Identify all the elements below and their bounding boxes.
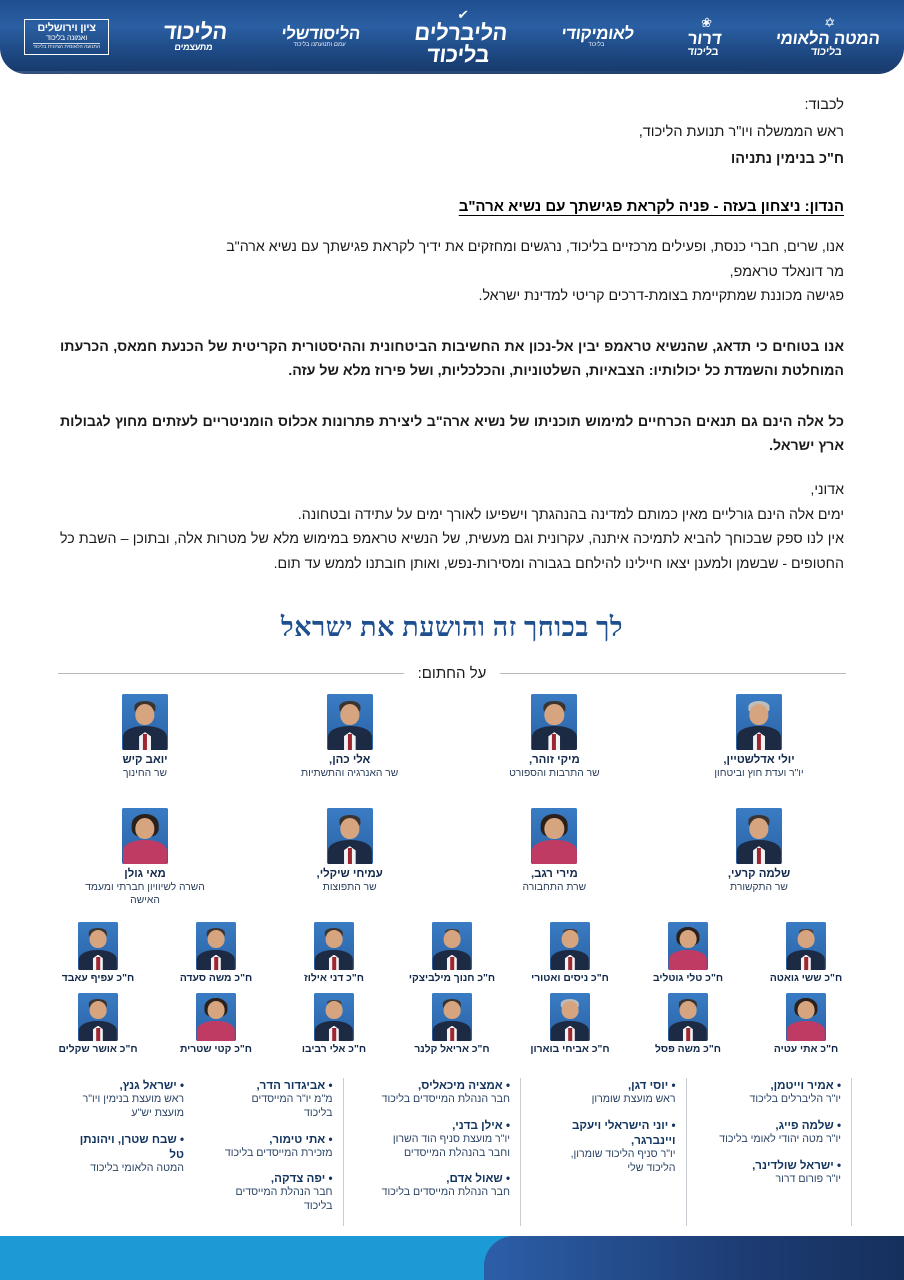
- divider-line-right: [58, 673, 404, 674]
- portrait-tie: [96, 957, 100, 970]
- activist-name: • שלמה פייג,: [714, 1118, 841, 1133]
- knesset-members-row-1: [42, 922, 862, 986]
- activist-entry: [714, 1078, 841, 1107]
- portrait-tie: [143, 734, 147, 750]
- signatory-card: [42, 993, 154, 1057]
- portrait-head: [680, 1001, 697, 1019]
- portrait-photo: [550, 922, 590, 970]
- logo-line-1: המטה הלאומי: [774, 28, 882, 48]
- portrait-photo: [550, 993, 590, 1041]
- logo-line-2: מתעצמים: [174, 42, 214, 53]
- activist-role: מ"מ יו"ר המייסדים בליכוד: [251, 1093, 333, 1119]
- portrait-tie: [552, 734, 556, 750]
- activist-entry: [371, 1171, 510, 1200]
- signatory-card: [160, 922, 272, 986]
- portrait-photo: [736, 808, 782, 864]
- portrait-head: [326, 1001, 343, 1019]
- paragraph-4: [60, 478, 844, 527]
- signatory-role: יו"ר ועדת חוץ וביטחון: [714, 768, 804, 780]
- signatory-card: [632, 993, 744, 1057]
- activist-role: חבר הנהלת המייסדים בליכוד: [235, 1186, 333, 1213]
- signatory-name: יואב קיש: [122, 754, 168, 766]
- portrait-photo: [78, 993, 118, 1041]
- activist-entry: [714, 1158, 841, 1187]
- activist-name: • אילן בדני,: [371, 1118, 510, 1133]
- portrait-tie: [450, 1028, 454, 1041]
- logo-line-2: ואמונה בליכוד: [46, 32, 88, 42]
- activist-name: • יוני הישראלי ויעקב ויינברגר,: [549, 1118, 676, 1148]
- portrait-photo: [122, 694, 168, 750]
- letter-body: [60, 92, 844, 576]
- logo-line-2: בליכוד: [687, 46, 720, 59]
- activist-name: • אמיר וייטמן,: [714, 1078, 841, 1093]
- portrait-photo: [786, 993, 826, 1041]
- portrait-head: [798, 930, 815, 948]
- activist-entry: [549, 1078, 676, 1107]
- paragraph-3: כל אלה הינם גם תנאים הכרחיים למימוש תוכניתו של נשיא ארה"ב ליצירת פתרונות אכלוס הומניטריים לעזתים מחוץ לגבולות ארץ ישראל.: [60, 413, 844, 454]
- knesset-members-row-2: [42, 993, 862, 1057]
- activist-entry: [222, 1132, 333, 1161]
- activists-column: [539, 1078, 687, 1226]
- signatory-name: שלמה קרעי,: [727, 868, 791, 880]
- portrait-tie: [757, 734, 761, 750]
- activist-role: המטה הלאומי בליכוד: [90, 1161, 184, 1174]
- portrait-tie: [332, 1028, 336, 1041]
- signatory-name: אלי כהן,: [329, 754, 371, 766]
- activist-name: • ישראל שולדינר,: [714, 1158, 841, 1173]
- portrait-photo: [786, 922, 826, 970]
- signatory-card: [750, 922, 862, 986]
- portrait-head: [545, 704, 564, 725]
- signatory-card: [70, 808, 220, 908]
- paragraph-1-line-2: מר דונאלד טראמפ,: [729, 263, 844, 280]
- logo-line-2: בליכוד: [425, 42, 492, 67]
- signatory-card: [396, 922, 508, 986]
- signatory-card: [70, 694, 220, 781]
- paragraph-1: [60, 235, 844, 308]
- signatory-name: ח"כ אביחי בוארון: [530, 1044, 610, 1055]
- activists-column: [52, 1078, 194, 1226]
- portrait-photo: [432, 922, 472, 970]
- star-of-david-icon: ✡: [823, 14, 837, 30]
- logo-line-1: הליכוד: [162, 19, 230, 45]
- activist-role: ראש מועצת שומרון: [591, 1093, 676, 1106]
- signatory-card: [479, 808, 629, 908]
- portrait-head: [326, 930, 343, 948]
- signatory-name: ח"כ אלי רביבו: [301, 1044, 367, 1055]
- portrait-photo: [78, 922, 118, 970]
- signatory-card: [750, 993, 862, 1057]
- portrait-photo: [196, 993, 236, 1041]
- paragraph-1-line-1: אנו, שרים, חברי כנסת, ופעילים מרכזיים בליכוד, נרגשים ומחזקים את ידיך לקראת פגישתך עם נשיא ארה"ב: [226, 239, 844, 256]
- portrait-body: [532, 840, 576, 864]
- portrait-tie: [804, 957, 808, 970]
- slogan-headline: לך בכוחך זה והושעת את ישראל: [281, 612, 623, 642]
- signatory-name: ח"כ עפיף עאבד: [61, 973, 135, 984]
- addressee-name: ח"כ בנימין נתניהו: [730, 150, 844, 167]
- activists-column: [704, 1078, 852, 1226]
- paragraph-4-line-1: אדוני,: [810, 482, 844, 499]
- portrait-photo: [668, 993, 708, 1041]
- portrait-tie: [348, 734, 352, 750]
- portrait-tie: [332, 957, 336, 970]
- signatory-name: ח"כ ששי גואטה: [769, 973, 843, 984]
- signatory-card: [275, 694, 425, 781]
- addressee-label: לכבוד:: [804, 97, 844, 113]
- portrait-head: [135, 818, 154, 839]
- portrait-head: [562, 1001, 579, 1019]
- logo-liberals-in-likud: [411, 8, 511, 67]
- activist-role: חבר הנהלת המייסדים בליכוד: [381, 1186, 510, 1199]
- portrait-tie: [214, 957, 218, 970]
- portrait-tie: [686, 1028, 690, 1041]
- activist-name: • אתי טימור,: [222, 1132, 333, 1147]
- activist-name: • יוסי דגן,: [549, 1078, 676, 1093]
- portrait-head: [545, 818, 564, 839]
- footer-bar: [0, 1236, 904, 1280]
- logo-zion-jerusalem: [24, 19, 109, 56]
- logo-line-2: בליכוד: [588, 42, 606, 49]
- activist-entry: [62, 1078, 184, 1121]
- activist-role: יו"ר פורום דרור: [775, 1172, 841, 1185]
- portrait-photo: [327, 808, 373, 864]
- logo-line-1: לאומיקודי: [560, 24, 636, 44]
- logo-line-1: הליברלים: [413, 19, 510, 45]
- checkmark-icon: ✔: [457, 6, 470, 22]
- signatory-card: [278, 922, 390, 986]
- signatory-card: [479, 694, 629, 781]
- activist-name: • אביגדור הדר,: [222, 1078, 333, 1093]
- portrait-photo: [668, 922, 708, 970]
- portrait-head: [749, 818, 768, 839]
- portrait-head: [135, 704, 154, 725]
- footer-navy-band: [484, 1236, 904, 1280]
- portrait-photo: [196, 922, 236, 970]
- signatory-card: [684, 808, 834, 908]
- activist-name: • אמציה מיכאליס,: [371, 1078, 510, 1093]
- activist-entry: [371, 1078, 510, 1107]
- portrait-photo: [327, 694, 373, 750]
- portrait-head: [90, 930, 107, 948]
- signatory-name: ח"כ דני אילוז: [304, 973, 364, 984]
- signatory-role: השרה לשיוויון חברתי ומעמד האישה: [85, 882, 205, 907]
- portrait-head: [340, 704, 359, 725]
- activist-entry: [62, 1132, 184, 1176]
- logo-national-headquarters: [774, 16, 883, 59]
- portrait-tie: [348, 848, 352, 864]
- signatory-card: [514, 922, 626, 986]
- activist-role: יו"ר מועצת סניף הוד השרון וחבר בהנהלת המייסדים: [392, 1132, 510, 1159]
- portrait-head: [208, 1001, 225, 1019]
- portrait-tie: [96, 1028, 100, 1041]
- signatory-name: ח"כ טלי גוטליב: [652, 973, 724, 984]
- portrait-head: [340, 818, 359, 839]
- letter-subject: הנדון: ניצחון בעזה - פניה לקראת פגישתך עם נשיא ארה"ב: [458, 198, 844, 216]
- logo-likud-mitatzmim: [161, 21, 228, 53]
- activist-name: • שבח שטרן, ויהונתן טל: [62, 1132, 184, 1162]
- portrait-head: [562, 930, 579, 948]
- activist-entry: [549, 1118, 676, 1176]
- signatory-name: יולי אדלשטיין,: [723, 754, 795, 766]
- portrait-head: [90, 1001, 107, 1019]
- paragraph-5: אין לנו ספק שבכוחך להביא לתמיכה איתנה, עקרונית וגם מעשית, של הנשיא טראמפ במימוש מלא של מטרות אלה, ובתוכן – השבת כל החטופים - שבשמן ולמענן יצאו חיילינו להילחם בגבורה ומסירות-נפש, ואותן חובתנו לממש עד תום.: [60, 531, 844, 572]
- signatory-card: [275, 808, 425, 908]
- portrait-tie: [568, 1028, 572, 1041]
- activist-role: מזכירת המייסדים בליכוד: [224, 1146, 333, 1159]
- header-logo-bar: [0, 0, 904, 74]
- flower-icon: ❀: [700, 14, 714, 30]
- portrait-head: [208, 930, 225, 948]
- signatory-card: [278, 993, 390, 1057]
- portrait-head: [749, 704, 768, 725]
- activists-column: [361, 1078, 521, 1226]
- signatory-card: [514, 993, 626, 1057]
- ministers-row-2: [70, 808, 834, 908]
- signatories-divider: [58, 665, 846, 682]
- logo-dror-in-likud: [686, 16, 725, 59]
- activist-role: יו"ר מטה יהודי לאומי בליכוד: [719, 1132, 841, 1145]
- activist-entry: [222, 1078, 333, 1121]
- signatory-role: שרת התחבורה: [522, 882, 587, 894]
- portrait-head: [444, 930, 461, 948]
- activist-entry: [714, 1118, 841, 1147]
- portrait-body: [197, 1021, 235, 1041]
- portrait-photo: [314, 922, 354, 970]
- signatories-label: על החתום:: [417, 665, 487, 682]
- logo-leumikudi: [560, 25, 635, 48]
- portrait-body: [787, 1021, 825, 1041]
- signatory-name: ח"כ חנוך מילביצקי: [408, 973, 496, 984]
- signatory-role: שר התקשורת: [730, 882, 788, 894]
- portrait-photo: [531, 694, 577, 750]
- signatory-card: [684, 694, 834, 781]
- portrait-photo: [531, 808, 577, 864]
- activist-role: ראש מועצת בנימין ויו"ר מועצת יש"ע: [82, 1093, 184, 1119]
- signatory-name: ח"כ משה סעדה: [179, 973, 253, 984]
- activist-entry: [222, 1171, 333, 1214]
- signatory-name: ח"כ משה פסל: [655, 1044, 721, 1055]
- signatory-role: שר התפוצות: [322, 882, 377, 894]
- logo-line-1: הליסודשלי: [280, 24, 362, 44]
- signatory-name: ח"כ אריאל קלנר: [414, 1044, 490, 1055]
- signatory-name: עמיחי שיקלי,: [316, 868, 383, 880]
- signatory-name: מיקי זוהר,: [528, 754, 580, 766]
- signatory-name: מאי גולן: [124, 868, 166, 880]
- activists-columns: [52, 1078, 852, 1226]
- portrait-photo: [122, 808, 168, 864]
- signatory-card: [396, 993, 508, 1057]
- portrait-photo: [736, 694, 782, 750]
- signatory-name: ח"כ אושר שקלים: [58, 1044, 138, 1055]
- signatory-name: ח"כ ניסים ואטורי: [531, 973, 609, 984]
- portrait-head: [680, 930, 697, 948]
- activist-entry: [371, 1118, 510, 1161]
- logo-line-1: דרור: [687, 28, 723, 48]
- paragraph-4-line-2: ימים אלה הינם גורליים מאין כמותם למדינה בהנהגתך וישפיעו לאורך ימים על עתידה ובטחונה.: [297, 506, 844, 523]
- signatory-card: [160, 993, 272, 1057]
- logo-likud-sheli: [280, 25, 362, 48]
- signatory-card: [632, 922, 744, 986]
- portrait-tie: [757, 848, 761, 864]
- portrait-body: [123, 840, 167, 864]
- logo-line-3: התנועה הלאומית הציונית בליכוד: [33, 44, 101, 51]
- signatory-role: שר האנרגיה והתשתיות: [301, 768, 399, 780]
- activist-name: • שאול אדם,: [371, 1171, 510, 1186]
- portrait-photo: [314, 993, 354, 1041]
- logo-line-3: עמם ותנועתנו בליכוד: [293, 42, 347, 49]
- portrait-head: [444, 1001, 461, 1019]
- activists-column: [212, 1078, 344, 1226]
- activist-name: • יפה צדקה,: [222, 1171, 333, 1186]
- divider-line-left: [500, 673, 846, 674]
- logo-line-2: בליכוד: [810, 46, 843, 59]
- activist-role: חבר הנהלת המייסדים בליכוד: [381, 1093, 510, 1106]
- signatory-name: מירי רגב,: [530, 868, 578, 880]
- signatory-name: ח"כ קטי שטרית: [179, 1044, 253, 1055]
- signatory-role: שר החינוך: [123, 768, 168, 780]
- activist-name: • ישראל גנץ,: [62, 1078, 184, 1093]
- addressee-title: ראש הממשלה ויו"ר תנועת הליכוד,: [638, 123, 844, 140]
- signatory-role: שר התרבות והספורט: [509, 768, 600, 780]
- ministers-row-1: [70, 694, 834, 781]
- portrait-tie: [568, 957, 572, 970]
- signatory-card: [42, 922, 154, 986]
- paragraph-1-line-3: פגישה מכוננת שמתקיימת בצומת-דרכים קריטי למדינת ישראל.: [478, 288, 844, 305]
- activist-role: יו"ר סניף הליכוד שומרון, הליכוד שלי: [570, 1147, 676, 1174]
- logo-line-1: ציון וירושלים: [37, 21, 96, 34]
- footer-cyan-band: [0, 1236, 560, 1280]
- portrait-body: [669, 950, 707, 970]
- portrait-tie: [450, 957, 454, 970]
- paragraph-2: אנו בטוחים כי תדאג, שהנשיא טראמפ יבין אל-נכון את החשיבות הביטחונית וההיסטורית הקריטית של הכנעת חמאס, הכרעתו המוחלטת והשמדת כל יכולותיו: הצבאיות, השלטוניות, והכלכליות, ושל פירוז מלא של עזה.: [60, 338, 844, 380]
- portrait-head: [798, 1001, 815, 1019]
- portrait-photo: [432, 993, 472, 1041]
- activist-role: יו"ר הליברלים בליכוד: [749, 1093, 841, 1106]
- signatory-name: ח"כ אתי עטיה: [773, 1044, 839, 1055]
